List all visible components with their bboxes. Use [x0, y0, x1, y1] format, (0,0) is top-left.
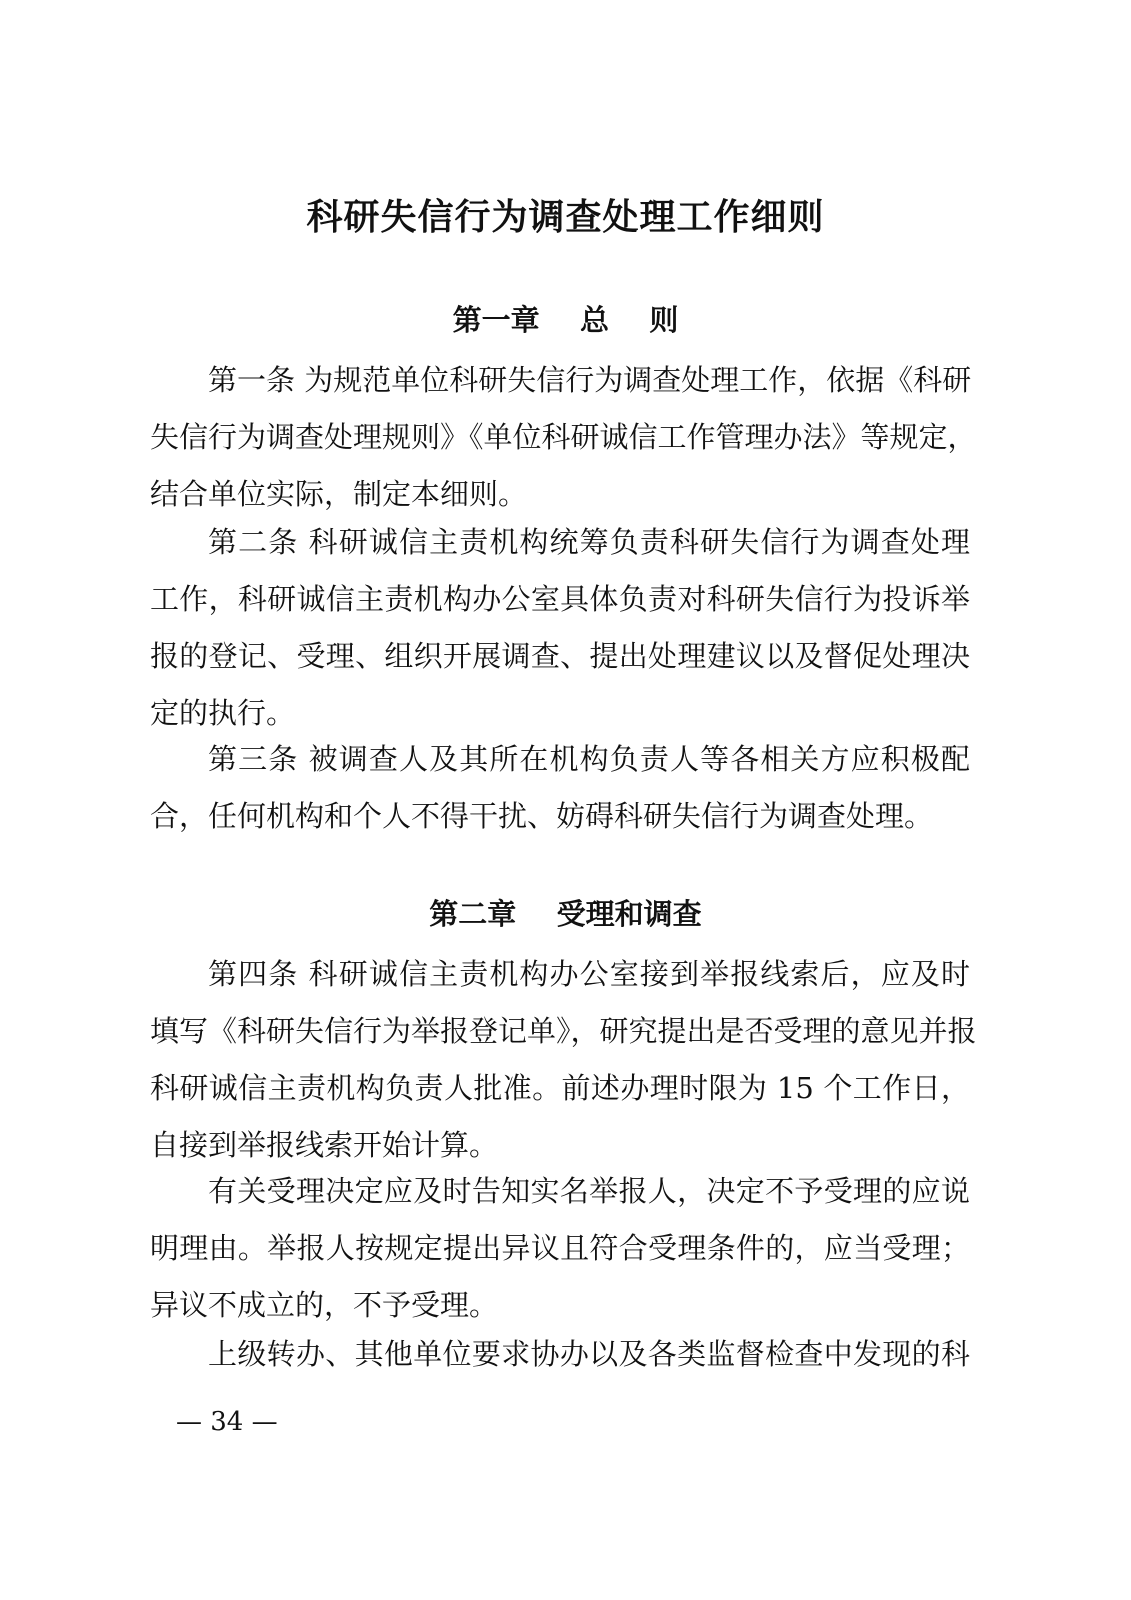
paragraph-line: 合，任何机构和个人不得干扰、妨碍科研失信行为调查处理。 — [150, 799, 934, 833]
chapter-heading: 第一章 总 则 — [452, 303, 679, 337]
paragraph-line: 第二条 科研诚信主责机构统筹负责科研失信行为调查处理 — [208, 525, 970, 559]
paragraph-line: 异议不成立的，不予受理。 — [150, 1288, 499, 1322]
article-paragraph — [150, 946, 977, 1174]
paragraph-line: 失信行为调查处理规则》《单位科研诚信工作管理办法》等规定， — [150, 420, 977, 454]
document-title: 科研失信行为调查处理工作细则 — [306, 197, 825, 238]
paragraph-line: 明理由。举报人按规定提出异议且符合受理条件的，应当受理； — [150, 1231, 970, 1265]
article-paragraph — [150, 1326, 970, 1383]
chapter-heading: 第二章 受理和调查 — [429, 897, 702, 931]
paragraph-line: 定的执行。 — [150, 696, 296, 730]
paragraph-line: 上级转办、其他单位要求协办以及各类监督检查中发现的科 — [208, 1337, 970, 1371]
paragraph-line: 有关受理决定应及时告知实名举报人，决定不予受理的应说 — [208, 1174, 970, 1208]
paragraph-line: 第三条 被调查人及其所在机构负责人等各相关方应积极配 — [208, 742, 970, 776]
article-paragraph — [150, 514, 970, 742]
paragraph-line: 第四条 科研诚信主责机构办公室接到举报线索后，应及时 — [208, 957, 970, 991]
paragraph-line: 报的登记、受理、组织开展调查、提出处理建议以及督促处理决 — [150, 639, 970, 673]
article-paragraph — [150, 352, 977, 523]
article-paragraph — [150, 1163, 970, 1334]
page-number: — 34 — — [176, 1407, 278, 1437]
paragraph-line: 工作，科研诚信主责机构办公室具体负责对科研失信行为投诉举 — [150, 582, 970, 616]
paragraph-line: 填写《科研失信行为举报登记单》，研究提出是否受理的意见并报 — [150, 1014, 977, 1048]
paragraph-line: 科研诚信主责机构负责人批准。前述办理时限为 15 个工作日， — [150, 1071, 970, 1105]
paragraph-line: 结合单位实际，制定本细则。 — [150, 477, 528, 511]
article-paragraph — [150, 731, 970, 845]
paragraph-line: 自接到举报线索开始计算。 — [150, 1128, 499, 1162]
paragraph-line: 第一条 为规范单位科研失信行为调查处理工作，依据《科研 — [208, 363, 972, 397]
